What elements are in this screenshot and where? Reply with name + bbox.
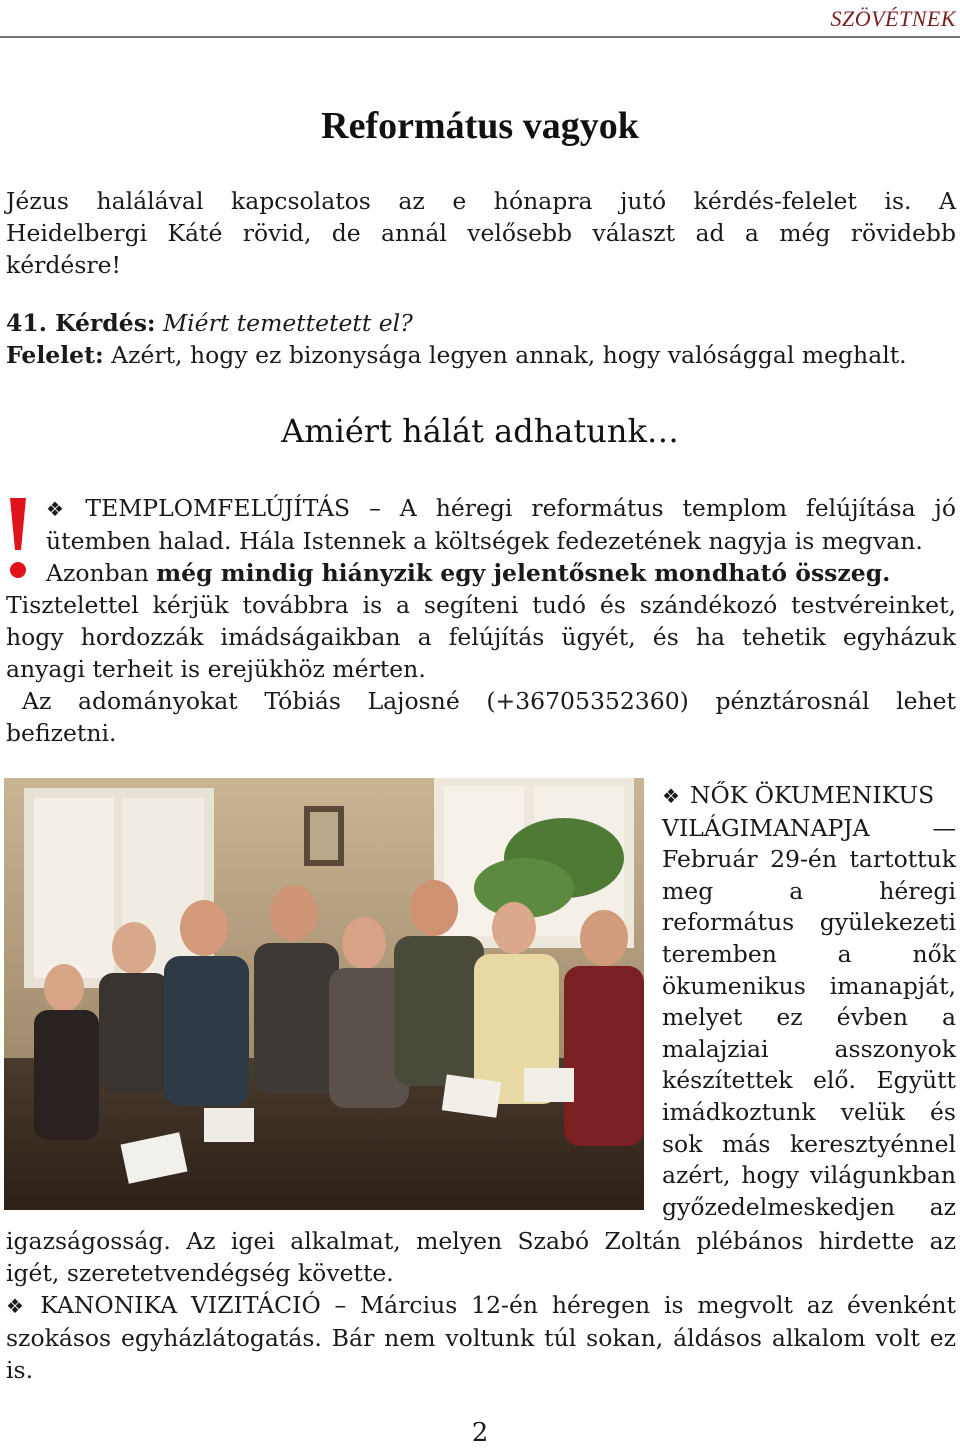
section-heading: Amiért hálát adhatunk… — [281, 412, 679, 450]
header-brand: SZÖVÉTNEK — [830, 6, 956, 31]
catechism-block — [6, 307, 956, 371]
templom-line: hogy hordozzák imádságaikban a felújítás ügyét, és ha tehetik egyházuk — [6, 623, 956, 651]
noi-line: ökumenikus imanapját, — [662, 971, 956, 1000]
header-rule — [0, 36, 960, 38]
catechism-question — [6, 307, 956, 339]
templom-line: anyagi terheit is erejükhöz mérten. — [6, 655, 426, 683]
catechism-answer — [6, 339, 956, 371]
question-text: Miért temettetett el? — [163, 309, 413, 337]
noi-line: igét, szeretetvendégség követte. — [6, 1259, 394, 1287]
templom-line: befizetni. — [6, 719, 117, 747]
noi-line: imádkoztunk velük és — [662, 1097, 956, 1126]
kanonika-heading: KANONIKA VIZITÁCIÓ – Március 12-én héregen is megvolt az évenként — [40, 1291, 956, 1319]
templom-paragraph — [6, 492, 956, 749]
templom-emphasis: még mindig hiányzik egy jelentősnek mondható összeg. — [156, 559, 891, 587]
noi-line: teremben a nők — [662, 939, 956, 968]
templom-line: Tisztelettel kérjük továbbra is a segíteni tudó és szándékozó testvéreinket, — [6, 591, 956, 619]
noi-line: igazságosság. Az igei alkalmat, melyen Szabó Zoltán plébános hirdette az — [6, 1227, 956, 1255]
noi-line: református gyülekezeti — [662, 908, 956, 937]
answer-text: Azért, hogy ez bizonysága legyen annak, hogy valósággal meghalt. — [111, 341, 907, 369]
kanonika-heading-line — [6, 1289, 956, 1322]
event-photo — [4, 778, 644, 1210]
intro-paragraph — [6, 185, 956, 281]
templom-line — [6, 557, 956, 589]
noi-line: sok más keresztyénnel — [662, 1129, 956, 1158]
noi-continuation — [6, 1225, 956, 1289]
intro-line: kérdésre! — [6, 251, 121, 279]
templom-heading-line — [6, 492, 956, 525]
answer-label: Felelet: — [6, 341, 104, 369]
templom-text: Azonban — [46, 559, 157, 587]
diamond-bullet-icon: ❖ — [662, 784, 680, 808]
noi-line: meg a héregi — [662, 876, 956, 905]
templom-line: Az adományokat Tóbiás Lajosné (+36705352360) pénztárosnál lehet — [22, 687, 956, 715]
templom-heading: TEMPLOMFELÚJÍTÁS – A héregi református templom felújítása jó — [85, 494, 956, 522]
diamond-bullet-icon: ❖ — [6, 1294, 31, 1318]
noi-heading-line — [662, 780, 956, 813]
intro-line: Heidelbergi Káté rövid, de annál velősebb választ ad a még rövidebb — [6, 219, 956, 247]
intro-line: Jézus halálával kapcsolatos az e hónapra jutó kérdés-felelet is. A — [6, 187, 956, 215]
kanonika-line: is. — [6, 1356, 34, 1384]
noi-line: VILÁGIMANAPJA — — [662, 813, 956, 842]
page-number: 2 — [471, 1418, 489, 1448]
noi-line: melyet ez évben a — [662, 1003, 956, 1032]
question-label: 41. Kérdés: — [6, 309, 156, 337]
diamond-bullet-icon: ❖ — [46, 497, 76, 521]
templom-line: ütemben halad. Hála Istennek a költségek fedezetének nagyja is megvan. — [46, 527, 923, 555]
kanonika-line: szokásos egyházlátogatás. Bár nem voltunk túl sokan, áldásos alkalom volt ez — [6, 1324, 956, 1352]
noi-heading: NŐK ÖKUMENIKUS — [689, 781, 935, 809]
noi-line: győzedelmeskedjen az — [662, 1192, 956, 1221]
noi-line: malajziai asszonyok — [662, 1034, 956, 1063]
kanonika-paragraph — [6, 1289, 956, 1386]
page-title: Református vagyok — [321, 105, 639, 147]
noi-line: Február 29-én tartottuk — [662, 845, 956, 874]
noi-line: készítettek elő. Együtt — [662, 1066, 956, 1095]
noi-line: azért, hogy világunkban — [662, 1161, 956, 1190]
noi-column — [662, 780, 956, 1223]
